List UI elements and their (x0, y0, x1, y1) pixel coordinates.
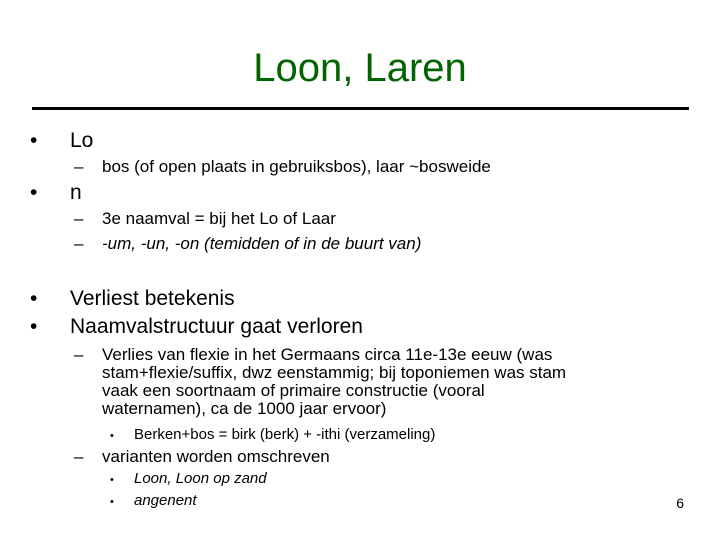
sub-bullet-line: waternamen), ca de 1000 jaar ervoor) (102, 399, 387, 418)
subsub-bullet-text: Berken+bos = birk (berk) + -ithi (verzameling) (134, 426, 436, 443)
dash: – (74, 447, 84, 466)
bullet-dot: • (30, 315, 38, 338)
dash: – (74, 345, 84, 364)
sub-bullet-text: -um, -un, -on (temidden of in de buurt van) (102, 234, 422, 253)
dash: – (74, 209, 84, 228)
sub-bullet-line: vaak een soortnaam of primaire constructie (vooral (102, 381, 485, 400)
bullet-text: Lo (70, 129, 94, 152)
bullet-dot: • (30, 287, 38, 310)
dash: – (74, 157, 84, 176)
bullet-text: Verliest betekenis (70, 287, 235, 310)
sub-dot: • (110, 496, 114, 508)
bullet-dot: • (30, 181, 38, 204)
slide-title: Loon, Laren (253, 46, 467, 90)
subsub-bullet-text: Loon, Loon op zand (134, 470, 267, 487)
title-underline (32, 107, 689, 110)
subsub-bullet-text: angenent (134, 492, 197, 509)
sub-bullet-text: varianten worden omschreven (102, 447, 330, 466)
sub-dot: • (110, 430, 114, 442)
sub-bullet-line: stam+flexie/suffix, dwz eenstammig; bij toponiemen was stam (102, 363, 567, 382)
sub-dot: • (110, 474, 114, 486)
sub-bullet-text: bos (of open plaats in gebruiksbos), laar ~bosweide (102, 157, 491, 176)
page-number: 6 (676, 495, 684, 511)
sub-bullet-text: 3e naamval = bij het Lo of Laar (102, 209, 336, 228)
bullet-text: n (70, 181, 82, 204)
dash: – (74, 234, 84, 253)
bullet-text: Naamvalstructuur gaat verloren (70, 315, 363, 338)
bullet-dot: • (30, 129, 38, 152)
sub-bullet-line: Verlies van flexie in het Germaans circa 11e-13e eeuw (was (102, 345, 553, 364)
